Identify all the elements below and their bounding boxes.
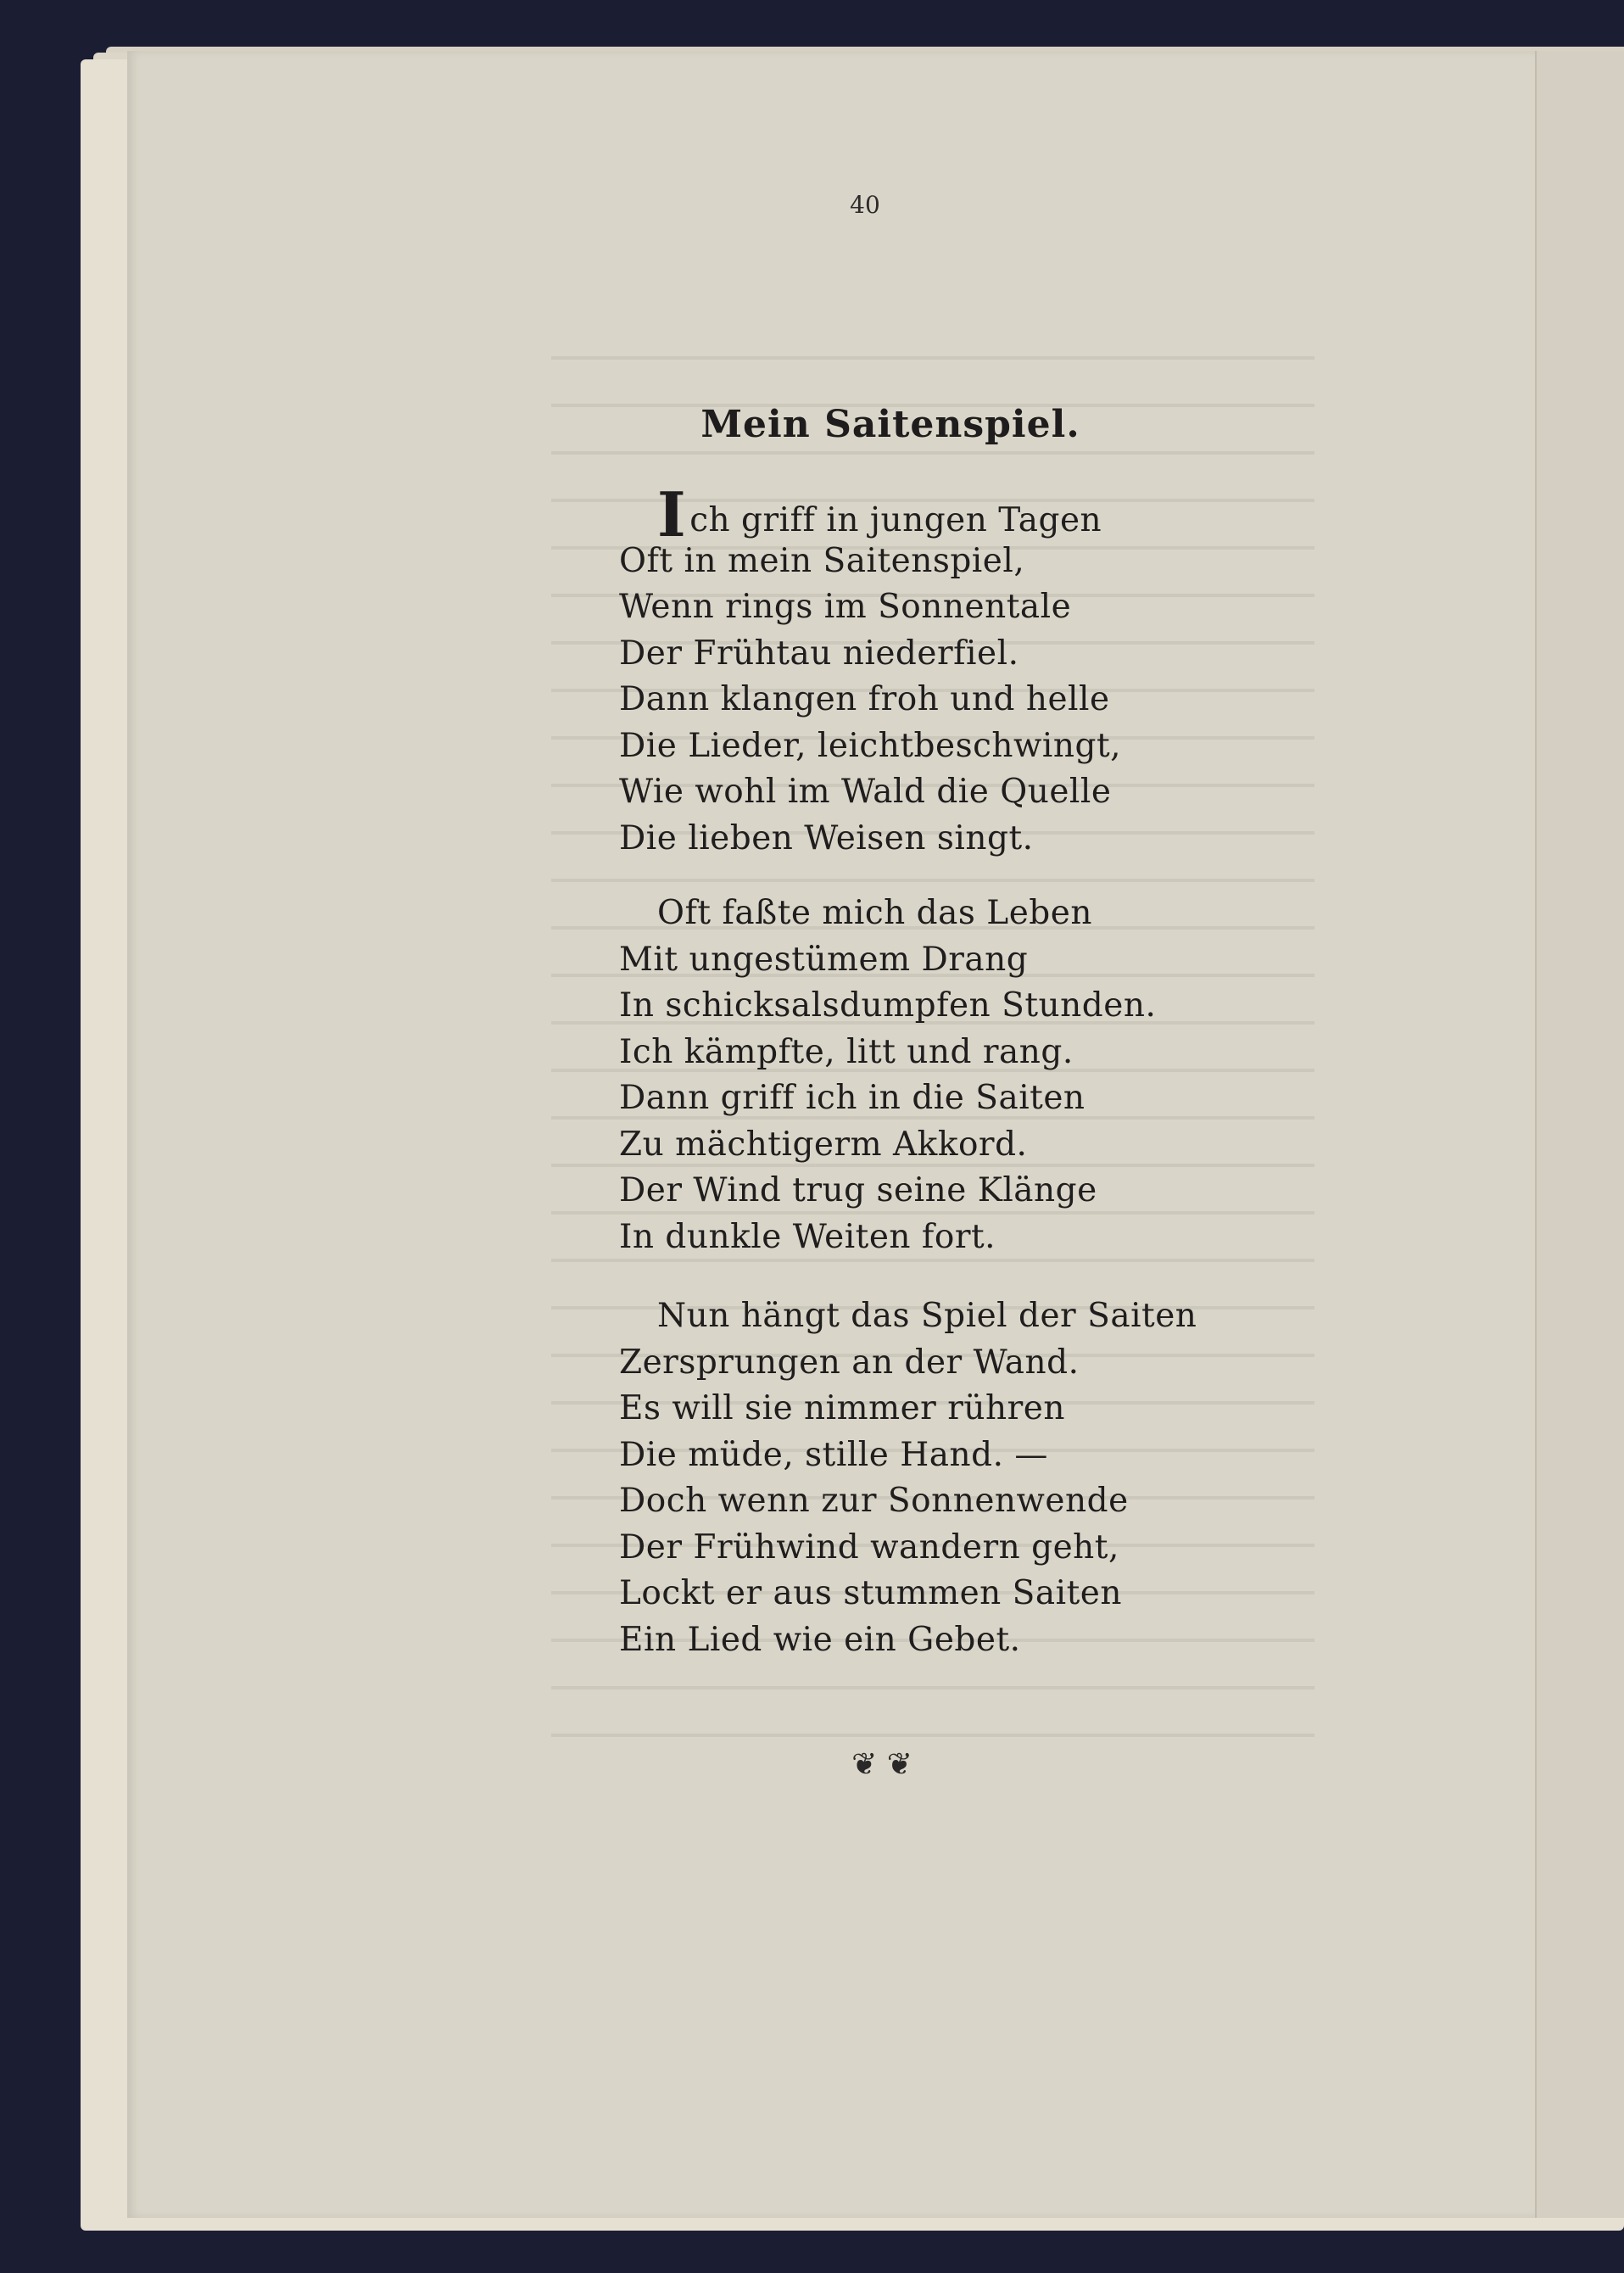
poem-line: Dann griff ich in die Saiten xyxy=(619,1079,1085,1117)
stanza-3 xyxy=(619,1293,1230,1663)
poem-line: Es will sie nimmer rühren xyxy=(619,1389,1065,1427)
stanza-2 xyxy=(619,891,1230,1260)
poem-line: Doch wenn zur Sonnenwende xyxy=(619,1482,1129,1520)
poem-line: Dann klangen froh und helle xyxy=(619,680,1110,718)
book-gutter xyxy=(1535,51,1624,2218)
poem-line: Ich kämpfte, litt und rang. xyxy=(619,1032,1074,1071)
poem-line: Der Wind trug seine Klänge xyxy=(619,1171,1097,1209)
page-number: 40 xyxy=(850,191,880,219)
poem-line xyxy=(619,478,1230,550)
poem-line: Die Lieder, leichtbeschwingt, xyxy=(619,726,1122,765)
poem-title: Mein Saitenspiel. xyxy=(700,403,1080,446)
poem-line: Der Frühwind wandern geht, xyxy=(619,1527,1119,1567)
poem-line: In schicksalsdumpfen Stunden. xyxy=(619,986,1157,1025)
poem-line: Ein Lied wie ein Gebet. xyxy=(619,1620,1021,1659)
poem-line: Lockt er aus stummen Saiten xyxy=(619,1574,1122,1612)
poem-line: Wenn rings im Sonnentale xyxy=(619,588,1072,626)
poem-line: Die müde, stille Hand. — xyxy=(619,1435,1048,1474)
poem-line: Nun hängt das Spiel der Saiten xyxy=(657,1297,1197,1335)
poem-line: Die lieben Weisen singt. xyxy=(619,818,1034,857)
stanza-1 xyxy=(619,478,1230,862)
poem-line: Der Frühtau niederfiel. xyxy=(619,634,1019,673)
ornament-icon: ❦ ❦ xyxy=(851,1747,912,1782)
poem-line: Oft faßte mich das Leben xyxy=(657,894,1092,932)
poem-line: Wie wohl im Wald die Quelle xyxy=(619,773,1112,811)
poem-line: Mit ungestümem Drang xyxy=(619,940,1029,979)
drop-cap: I xyxy=(657,478,687,550)
poem-line: In dunkle Weiten fort. xyxy=(619,1217,996,1256)
poem-line-text: ch griff in jungen Tagen xyxy=(689,501,1102,539)
poem-line: Zersprungen an der Wand. xyxy=(619,1343,1080,1382)
poem-line: Zu mächtigerm Akkord. xyxy=(619,1125,1028,1164)
poem-line: Oft in mein Saitenspiel, xyxy=(619,541,1025,580)
